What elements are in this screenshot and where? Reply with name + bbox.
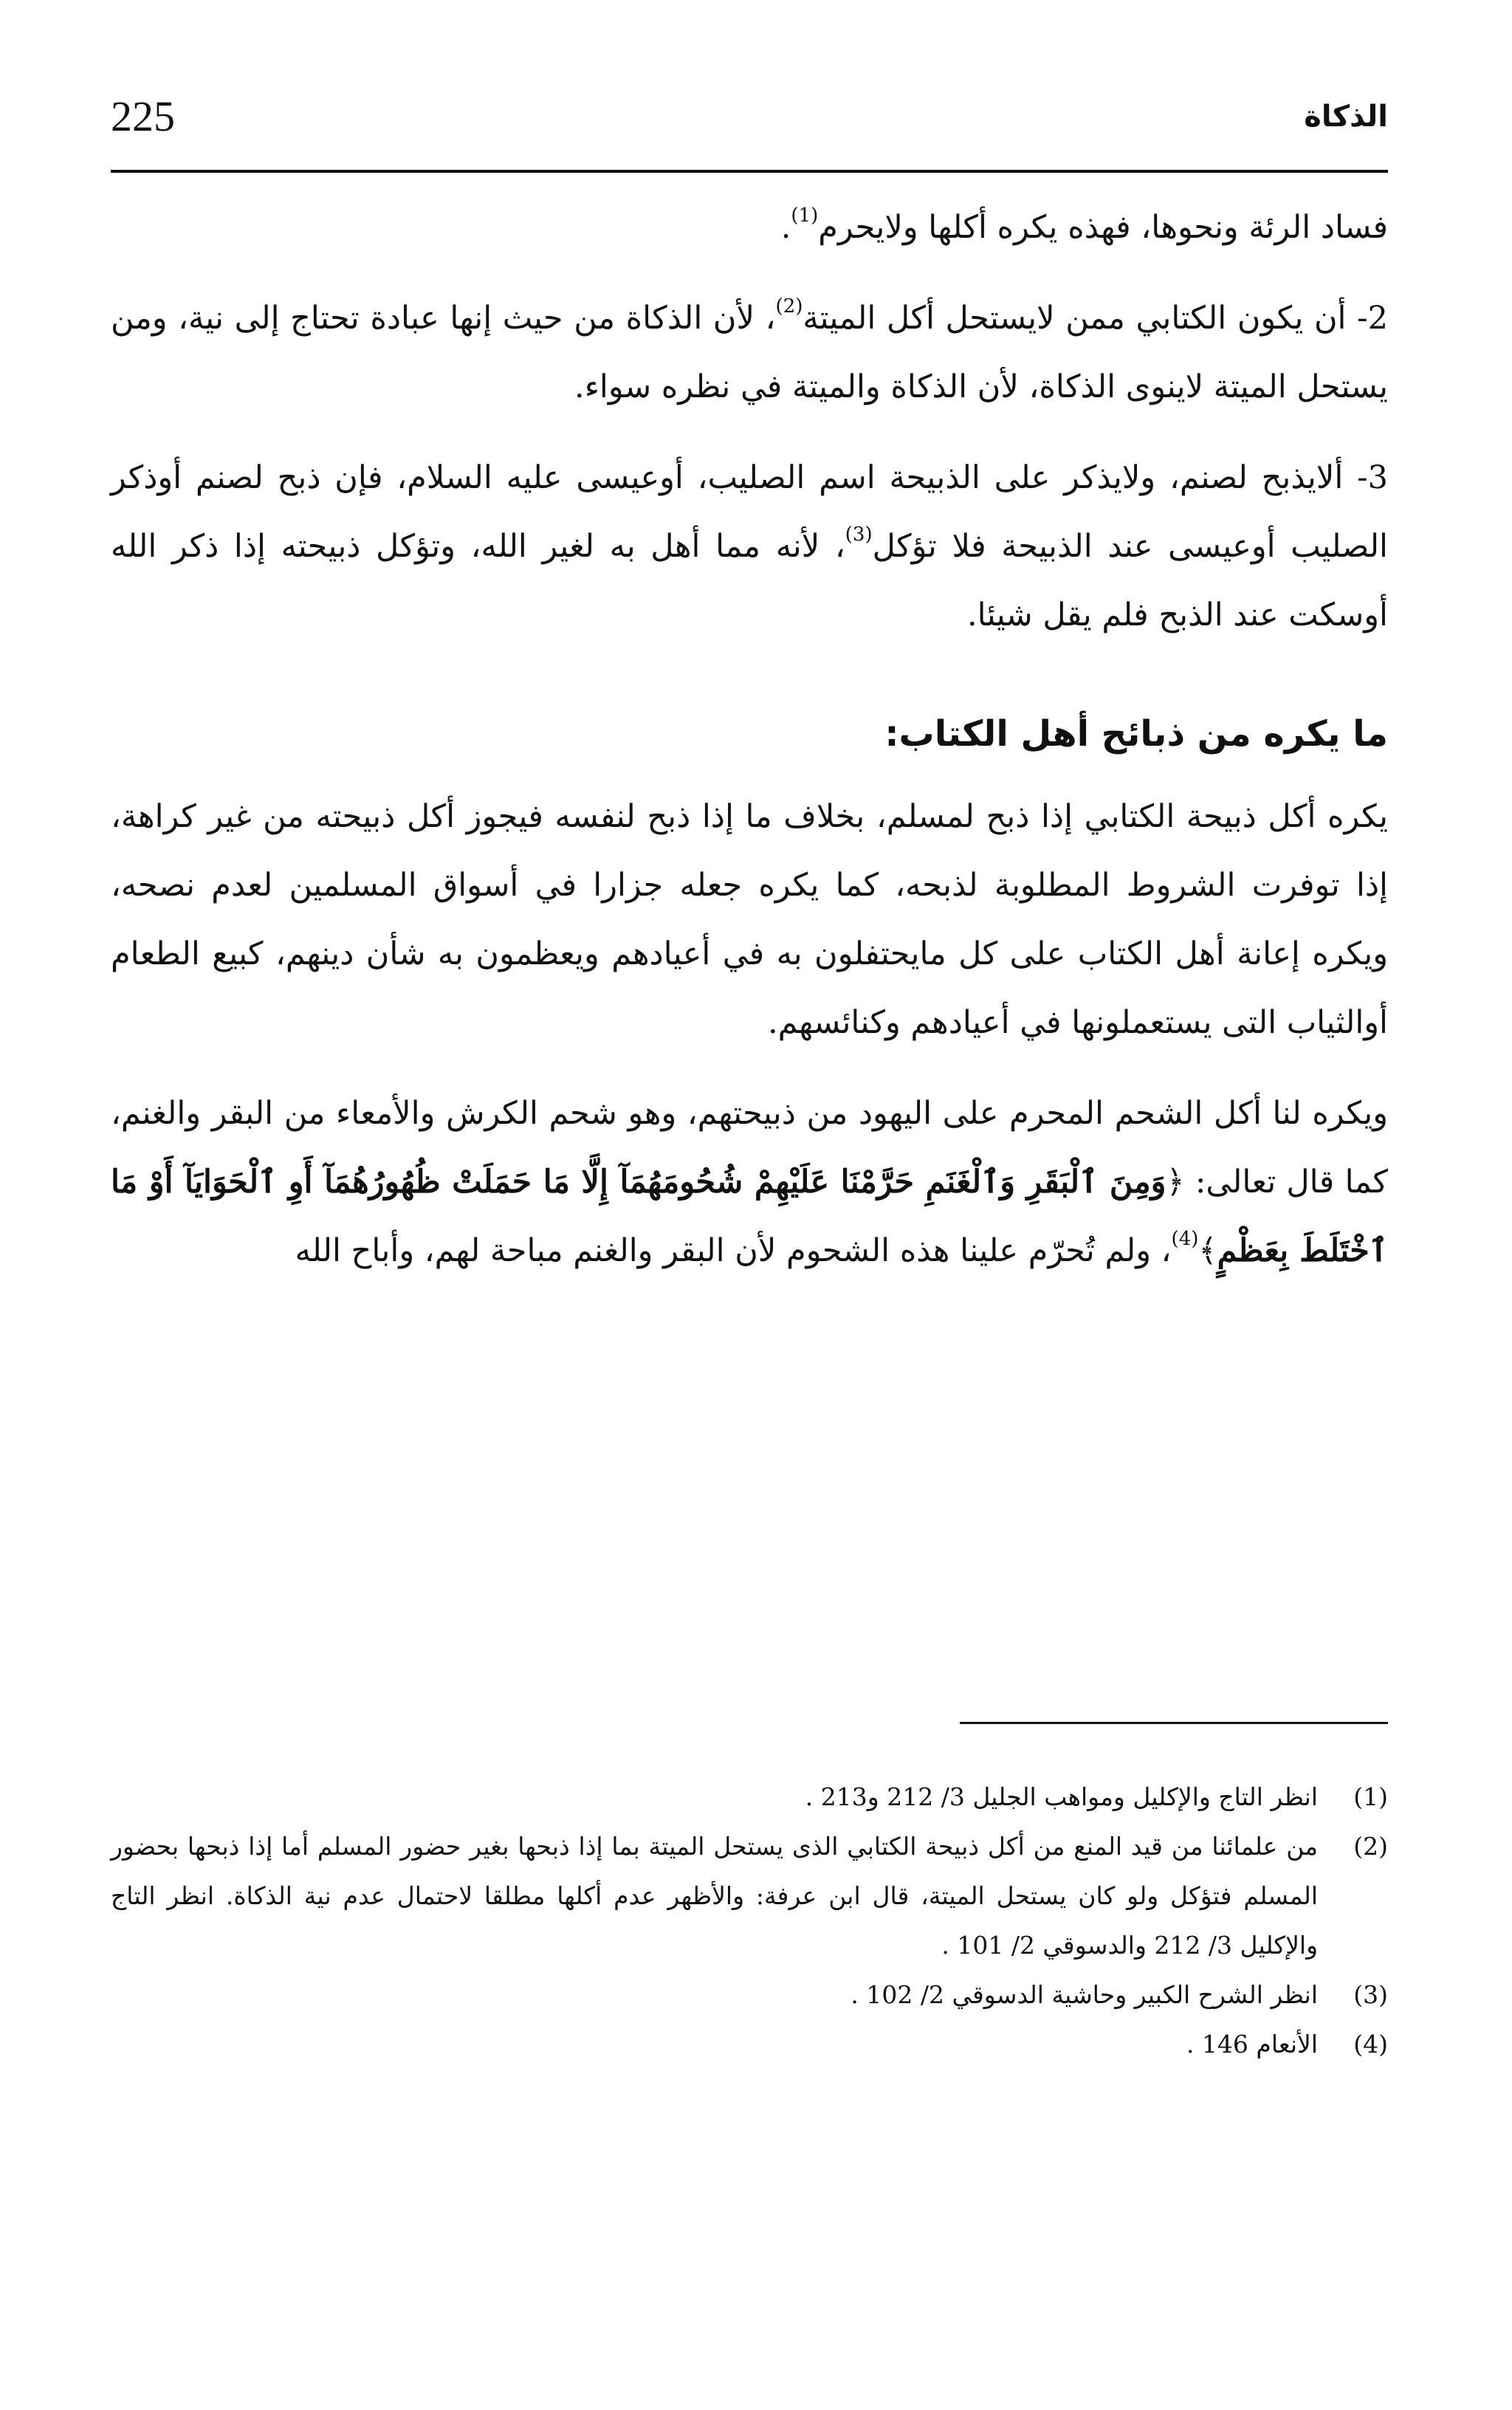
paragraph-disliked-slaughter bbox=[111, 783, 1388, 1057]
paragraph-text: ، لأنه مما أهل به لغير الله، وتؤكل ذبيحته إذا ذكر الله أوسكت عند الذبح فلم يقل شيئا. bbox=[111, 528, 1388, 634]
footnote-ref: (3) bbox=[845, 523, 873, 546]
footnote-number: (1) bbox=[1353, 1782, 1388, 1811]
paragraph-text: 3- ألايذبح لصنم، ولايذكر على الذبيحة اسم الصليب، أوعيسى عليه السلام، فإن ذبح لصنم أوذكر الصليب أوعيسى عند الذبيحة فلا تؤكل bbox=[111, 459, 1389, 565]
footnote-item bbox=[111, 1772, 1388, 1822]
footnote-ref: (1) bbox=[791, 205, 819, 227]
paragraph-text: ، لأن الذكاة من حيث إنها عبادة تحتاج إلى نية، ومن يستحل الميتة لاينوى الذكاة، لأن الذكاة والميتة في نظره سواء. bbox=[111, 300, 1388, 405]
paragraph-condition-2 bbox=[111, 284, 1388, 422]
paragraph-continuation bbox=[111, 193, 1388, 262]
paragraph-text: 2- أن يكون الكتابي ممن لايستحل أكل الميتة bbox=[803, 300, 1388, 337]
paragraph-text: فساد الرئة ونحوها، فهذه يكره أكلها ولايحرم bbox=[818, 209, 1388, 246]
paragraph-text: ويكره لنا أكل الشحم المحرم على اليهود من ذبيحتهم، وهو شحم الكرش والأمعاء من البقر والغنم، كما قال تعالى: bbox=[111, 1095, 1389, 1201]
paragraph-condition-3 bbox=[111, 444, 1388, 650]
quran-verse: وَمِنَ ٱلْبَقَرِ وَٱلْغَنَمِ حَرَّمْنَا عَلَيْهِمْ شُحُومَهُمَآ إِلَّا مَا حَمَلَتْ ظُهُورُهُمَآ أَوِ ٱلْحَوَايَآ أَوْ مَا ٱخْتَلَطَ بِعَظْمٍ bbox=[111, 1164, 1388, 1269]
footnote-item bbox=[111, 1970, 1388, 2019]
footnote-text: من علمائنا من قيد المنع من أكل ذبيحة الكتابي الذى يستحل الميتة بما إذا ذبحها بغير حضور المسلم أما إذا ذبحها بحضور المسلم فتؤكل ولو كان يستحل الميتة، قال ابن عرفة: والأظهر عدم أكلها مطلقا لاحتمال عدم نية الذكاة. انظر التاج والإكليل 3/ 212 والدسوقي 2/ 101 . bbox=[111, 1832, 1318, 1960]
footnote-ref: (4) bbox=[1171, 1228, 1199, 1250]
footnote-number: (3) bbox=[1353, 1980, 1388, 2009]
page-header bbox=[111, 87, 1388, 154]
footnote-text: انظر الشرح الكبير وحاشية الدسوقي 2/ 102 . bbox=[850, 1980, 1318, 2009]
footnote-divider bbox=[960, 1722, 1388, 1724]
quran-open-bracket: ﴿ bbox=[1166, 1164, 1185, 1201]
header-divider bbox=[111, 170, 1388, 173]
main-text bbox=[111, 193, 1388, 1285]
footnote-number: (2) bbox=[1353, 1832, 1388, 1861]
footnote-item bbox=[111, 1822, 1388, 1970]
paragraph-text: يكره أكل ذبيحة الكتابي إذا ذبح لمسلم، بخلاف ما إذا ذبح لنفسه فيجوز أكل ذبيحته من غير كراهة، إذا توفرت الشروط المطلوبة لذبحه، كما يكره جعله جزارا في أسواق المسلمين لعدم نصحه، ويكره إعانة أهل الكتاب على كل مايحتفلون به في أعيادهم ويعظمون به شأن دينهم، كبيع الطعام أوالثياب التى يستعملونها في أعيادهم وكنائسهم. bbox=[111, 798, 1388, 1041]
paragraph-fat bbox=[111, 1079, 1388, 1285]
page-number: 225 bbox=[111, 92, 175, 140]
paragraph-text: . bbox=[780, 209, 791, 246]
section-heading: ما يكره من ذبائح أهل الكتاب: bbox=[884, 713, 1388, 755]
footnote-text: انظر التاج والإكليل ومواهب الجليل 3/ 212 و213 . bbox=[805, 1782, 1318, 1811]
footnote-item bbox=[111, 2019, 1388, 2069]
footnotes bbox=[111, 1772, 1388, 2069]
paragraph-text: ، ولم تُحرّم علينا هذه الشحوم لأن البقر والغنم مباحة لهم، وأباح الله bbox=[295, 1232, 1172, 1269]
footnote-number: (4) bbox=[1353, 2030, 1388, 2059]
footnote-ref: (2) bbox=[775, 295, 803, 317]
quran-close-bracket: ﴾ bbox=[1198, 1232, 1217, 1269]
running-title: الذكاة bbox=[1304, 100, 1388, 134]
footnote-text: الأنعام 146 . bbox=[1186, 2030, 1318, 2059]
